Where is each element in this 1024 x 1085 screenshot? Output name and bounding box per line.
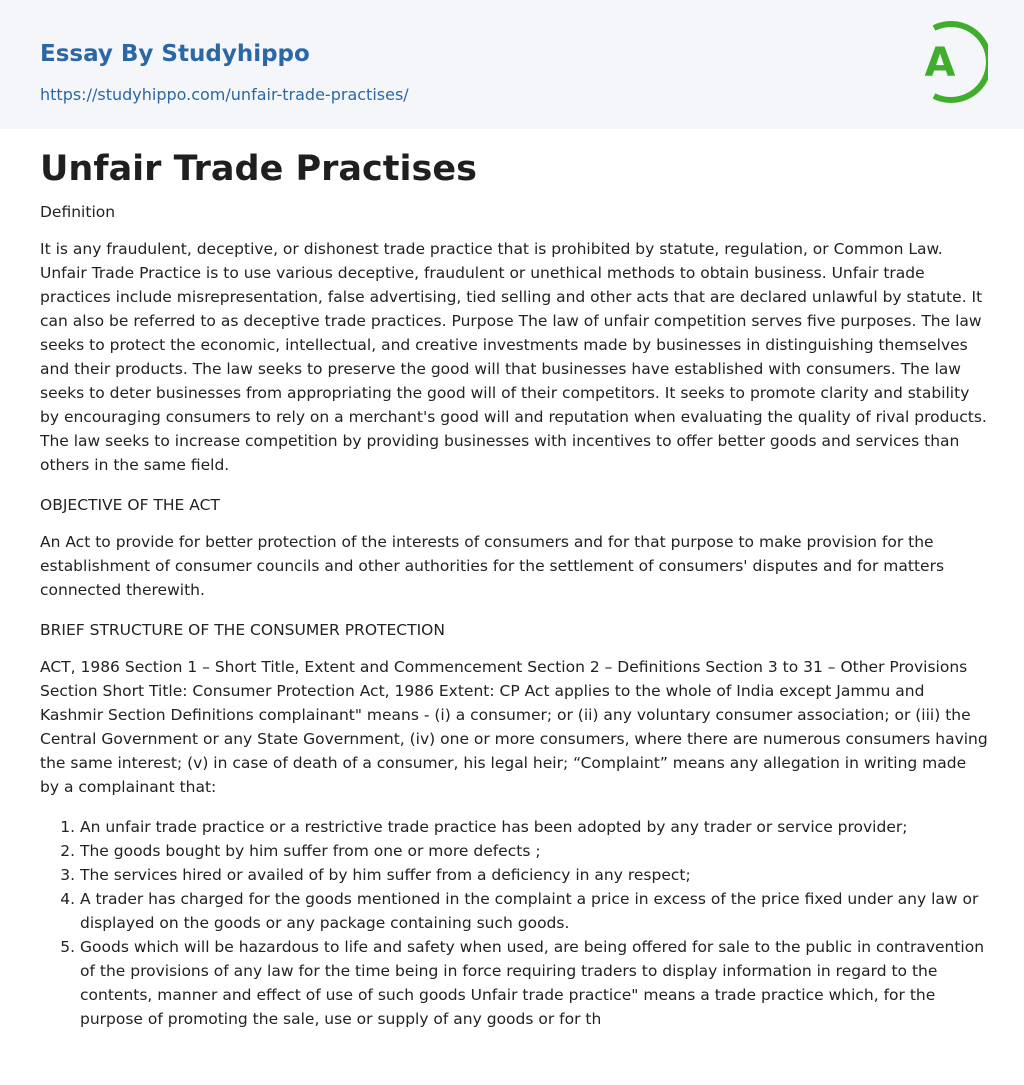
- site-title[interactable]: Essay By Studyhippo: [40, 41, 310, 67]
- structure-paragraph: ACT, 1986 Section 1 – Short Title, Extent and Commencement Section 2 – Definitions Section 3 to 31 – Other Provisions Section Short Title: Consumer Protection Act, 1986 Extent: CP Act applies to the whole of India except Jammu and Kashmir Section Definitions complainant" means - (i) a consumer; or (ii) any voluntary consumer association; or (iii) the Central Government or any State Government, (iv) one or more consumers, where there are numerous consumers having the same interest; (v) in case of death of a consumer, his legal heir; “Complaint” means any allegation in writing made by a complainant that:: [40, 658, 988, 796]
- list-item: 2. The goods bought by him suffer from one or more defects ;: [80, 839, 988, 863]
- logo-letter: A: [924, 40, 956, 86]
- objective-paragraph: An Act to provide for better protection of the interests of consumers and for that purpose to make provision for the establishment of consumer councils and other authorities for the settlement of consumers' disputes and for matters connected therewith.: [40, 533, 945, 599]
- site-header: [0, 0, 1024, 129]
- page-title: Unfair Trade Practises: [40, 149, 477, 189]
- logo-icon[interactable]: [910, 18, 988, 106]
- article-body: [0, 129, 1024, 1031]
- definition-paragraph: It is any fraudulent, deceptive, or dishonest trade practice that is prohibited by statute, regulation, or Common Law. Unfair Trade Practice is to use various deceptive, fraudulent or unethical methods to obtain business. Unfair trade practices include misrepresentation, false advertising, tied selling and other acts that are declared unlawful by statute. It can also be referred to as deceptive trade practices. Purpose The law of unfair competition serves five purposes. The law seeks to protect the economic, intellectual, and creative investments made by businesses in distinguishing themselves and their products. The law seeks to preserve the good will that businesses have established with consumers. The law seeks to deter businesses from appropriating the good will of their competitors. It seeks to promote clarity and stability by encouraging consumers to rely on a merchant's good will and reputation when evaluating the quality of rival products. The law seeks to increase competition by providing businesses with incentives to offer better goods and services than others in the same field.: [40, 240, 987, 474]
- list-item: 5. Goods which will be hazardous to life and safety when used, are being offered for sale to the public in contravention of the provisions of any law for the time being in force requiring traders to display information in regard to the contents, manner and effect of use of such goods Unfair trade practice" means a trade practice which, for the purpose of promoting the sale, use or supply of any goods or for th: [80, 935, 988, 1031]
- definition-heading: Definition: [40, 203, 116, 221]
- complaint-list: [40, 815, 988, 1031]
- objective-heading: OBJECTIVE OF THE ACT: [40, 496, 220, 514]
- list-item: 3. The services hired or availed of by him suffer from a deficiency in any respect;: [80, 863, 988, 887]
- list-item: 1. An unfair trade practice or a restrictive trade practice has been adopted by any trader or service provider;: [80, 815, 988, 839]
- structure-heading: BRIEF STRUCTURE OF THE CONSUMER PROTECTION: [40, 621, 445, 639]
- source-url-link[interactable]: https://studyhippo.com/unfair-trade-practises/: [40, 85, 409, 104]
- list-item: 4. A trader has charged for the goods mentioned in the complaint a price in excess of the price fixed under any law or displayed on the goods or any package containing such goods.: [80, 887, 988, 935]
